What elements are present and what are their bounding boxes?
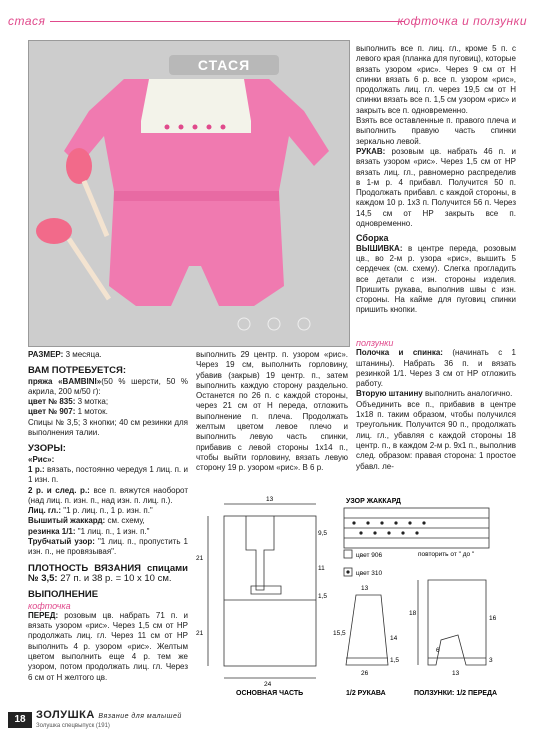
jacket-subtitle: кофточка [28,600,71,611]
dim-16: 6 [436,647,440,654]
color-907-line [28,407,188,417]
garment-illustration [29,41,349,346]
color-835-label: цвет № 835: [28,397,76,407]
legend-box-906 [344,550,352,558]
stockinette-label: Лиц. гл.: [28,506,61,516]
magazine-subtitle: Вязание для малышей [98,713,182,720]
pants-para-3: Объединить все п., прибавив в центре 1х18 п. таким образом, чтобы получился треугольник. Получится 90 п., продолжать лиц. гл., убавляя с каждой стороны 18 центр. п., в каждом 2-м р. 9х1 п., выполнив след. образом: правая сторона: 1 простое убавл. ле- [356,399,516,471]
header-divider [50,21,405,22]
dim-11: 1,5 [390,657,400,664]
row1-line [28,465,188,486]
dim-0: 13 [266,496,274,503]
dim-15: 13 [452,670,460,677]
assembly-title: Сборка [356,233,389,244]
left-column [28,350,188,683]
pants-para-1 [356,348,516,389]
pants-p2-text: выполнить аналогично. [424,389,513,399]
execution-title: ВЫПОЛНЕНИЕ [28,589,99,601]
legend-310: цвет 310 [356,570,383,577]
rib-label: резинка 1/1: [28,526,76,536]
pants-p2-title: Вторую штанину [356,389,423,399]
dim-10: 14 [390,635,398,642]
stockinette-text: "1 р. лиц. п., 1 р. изн. п." [63,506,153,516]
sleeve-half-label: 1/2 РУКАВА [346,690,386,697]
rice-title: «Рис»: [28,454,55,464]
dim-7: 26 [361,670,369,677]
page-number: 18 [8,712,32,728]
size-line [28,350,188,360]
rib-line [28,527,188,537]
legend-906: цвет 906 [356,552,383,559]
yarn-line [28,377,188,398]
size-label: РАЗМЕР: [28,350,64,359]
density-title: ПЛОТНОСТЬ ВЯЗАНИЯ спицами № 3,5: [28,562,188,584]
size-value: 3 месяца. [65,350,102,359]
embroidered-line [28,516,188,526]
row2-line [28,486,188,507]
right-top-para-2: Взять все оставленные п. правого плеча и выполнить правую часть спинки зеркально левой. [356,116,516,146]
row1-text: вязать, постоянно чередуя 1 лиц. п. и 1 изн. п. [28,464,188,485]
main-body-outline [224,516,316,666]
dim-13: 16 [489,615,497,622]
sleeve-paragraph [356,147,516,229]
middle-column [196,350,348,474]
density-value: 27 п. и 38 р. = 10 х 10 см. [60,572,172,584]
materials-title: ВАМ ПОТРЕБУЕТСЯ: [28,365,126,377]
header-section-label: стася [8,14,46,28]
dim-4: 1,5 [318,593,328,600]
magazine-name [36,709,182,721]
color-835-line [28,397,188,407]
sleeve-text: розовым цв. набрать 46 п. и вязать узором «рис». Через 1,5 см от НР вязать лиц. гл., равномерно распределив в 1-м р. 4 прибавл. Получится 50 п. Продолжать прибавл. с каждой стороны, в каждом 10 р. 1х3 п. Получится 56 п. Через 14,5 см от НР закрыть все п. одновременно. [356,146,516,229]
row1-label: 1 р.: [28,464,45,474]
photo-title: СТАСЯ [169,55,279,75]
needles-line: Спицы № 3,5; 3 кнопки; 40 см резинки для выполнения талии. [28,417,188,438]
right-top-para-1: выполнить все п. лиц. гл., кроме 5 п. с левого края (планка для пуговиц), которые вязать узором «рис». Через 9 см от Н спинки вязать 6 р. все п. узором «рис», продолжать лиц. гл. через 19,5 см от Н спинки вязать все п. 1,5 см узором «рис» и закрыть все п. одновременно. [356,44,516,115]
sleeve-title: РУКАВ: [356,146,386,156]
schematic-diagrams [196,490,526,705]
dim-9: 15,5 [333,630,346,637]
front-paragraph [28,611,188,683]
dim-1: 9,5 [318,530,328,537]
front-text: розовым цв. набрать 71 п. и вязать узором «рис». Через 1,5 см от НР продолжать лиц. гл. Через 11 см от НР выполнить 4 р. узором «рис». Желтым цветом выполнить еще 4 р. тем же узором, потом продолжать лиц. гл. Через 6 см от Н желтого цв. [28,610,188,682]
color-835-value: 3 мотка; [77,397,109,407]
dim-14: 3 [489,657,493,664]
pants-para-2 [356,389,516,399]
embroidery-text: в центре переда, розовым цв., во 2-м р. узора «рис», вышить 5 сердечек (см. схему). Слегка прогладить все детали с изн. стороны изделия. Пришить рукава, выполнив швы с изн. стороны. На кайме для пуговиц спинки пришить кнопки. [356,243,516,315]
color-907-value: 1 моток. [77,407,108,417]
dim-12: 18 [409,610,417,617]
tube-label: Трубчатый узор: [28,537,95,547]
row2-text: все п. вяжутся наоборот (над лиц. п. изн. п., над изн. п. лиц. п.). [28,485,188,505]
right-top-column [356,44,516,316]
tube-line [28,537,188,558]
product-photo [28,40,350,347]
dim-3: 11 [318,565,325,572]
row2-label: 2 р. и след. р.: [28,485,90,495]
color-907-label: цвет № 907: [28,407,76,417]
magazine-issue: Золушка спецвыпуск (191) [36,723,110,729]
embroidery-title: ВЫШИВКА: [356,243,403,253]
main-part-label: ОСНОВНАЯ ЧАСТЬ [236,690,304,697]
dim-5: 21 [196,630,204,637]
middle-text: выполнить 29 центр. п. узором «рис». Через 19 см, выполнить горловину, убавив (закрыв) 19 центр. п., затем выполнить каждую сторону раздельно. Останется по 26 п. с каждой стороны, через 21 см от Н переда, отложить выполнение п. плеча. Продолжать желтым цветом левое плечо и выполнить левую часть спинки, прибавив с левой стороны 1х14 п., чтобы выйти горловину, вязать левую сторону 19 р. узором «рис». В 6 р. [196,350,348,473]
magazine-title: ЗОЛУШКА [36,709,95,721]
header-article-title: кофточка и ползунки [397,14,527,28]
embroidered-text: см. схему, [107,516,145,526]
patterns-title: УЗОРЫ: [28,443,66,455]
dim-2: 21 [196,555,204,562]
tube-text: "1 лиц. п., пропустить 1 изн. п., не провязывая". [28,537,188,557]
density-line [28,564,188,585]
embroidered-label: Вышитый жаккард: [28,516,106,526]
yarn-text: (50 % шерсти, 50 % акрила, 200 м/50 г): [28,376,189,396]
jacquard-title: УЗОР ЖАККАРД [346,498,401,505]
dim-6: 24 [264,681,272,688]
pants-half-label: ПОЛЗУНКИ: 1/2 ПЕРЕДА [414,690,498,697]
pants-subtitle: ползунки [356,338,394,348]
pants-p1-text: (начинать с 1 штанины). Набрать 36 п. и вязать резинкой 1/1. Через 3 см от НР отложить работу. [356,348,516,389]
pants-p1-title: Полочка и спинка: [356,348,443,358]
front-label: ПЕРЕД: [28,610,59,620]
dim-8: 13 [361,585,369,592]
pants-column [356,338,516,472]
yarn-label: пряжа «BAMBINI» [28,376,102,386]
embroidery-paragraph [356,244,516,316]
sleeve-outline [346,595,388,665]
repeat-label: повторить от " до " [418,551,475,558]
rib-text: "1 лиц. п., 1 изн. п." [77,526,150,536]
stockinette-line [28,506,188,516]
